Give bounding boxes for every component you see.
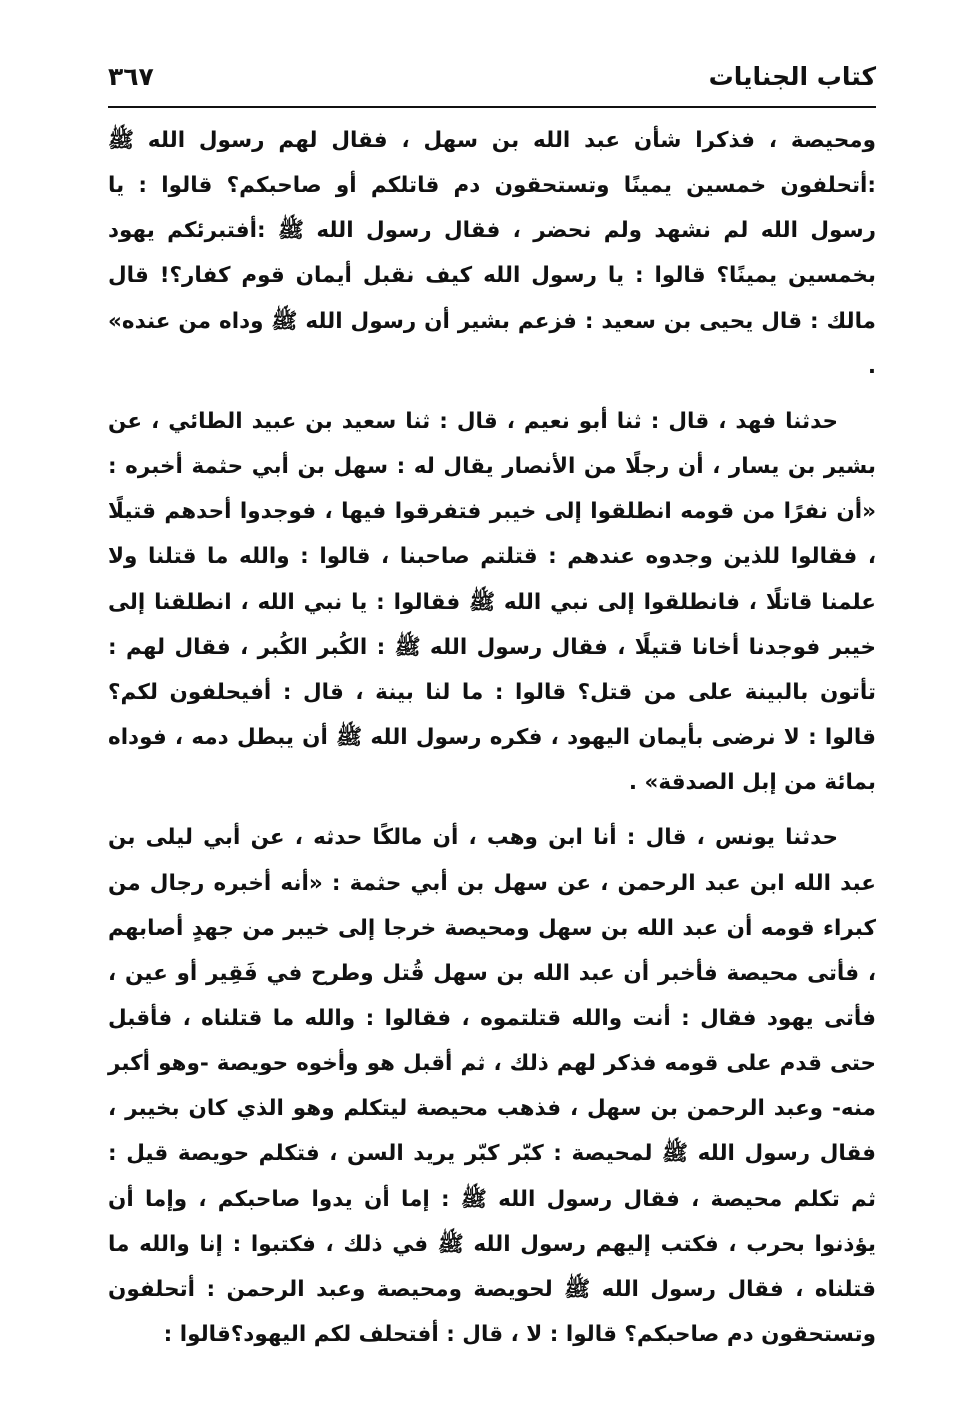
paragraph-3: حدثنا يونس ، قال : أنا ابن وهب ، أن مالكًا حدثه ، عن أبي ليلى بن عبد الله ابن عبد الرحمن ، عن سهل بن أبي حثمة : «أنه أخبره رجال من كبراء قومه أن عبد الله بن سهل ومحيصة خرجا إلى خيبر من جهدٍ أصابهم ، فأتى محيصة فأخبر أن عبد الله بن سهل قُتل وطرح في فَقِير أو عين ، فأتى يهود فقال : أنت والله قتلتموه ، فقالوا : والله ما قتلناه ، فأقبل حتى قدم على قومه فذكر لهم ذلك ، ثم أقبل هو وأخوه حويصة -وهو أكبر منه- وعبد الرحمن بن سهل ، فذهب محيصة ليتكلم وهو الذي كان بخيبر ، فقال رسول الله ﷺ لمحيصة : كبّر كبّر يريد السن ، فتكلم حويصة قيل : ثم تكلم محيصة ، فقال رسول الله ﷺ : إما أن يدوا صاحبكم ، وإما أن يؤذنوا بحرب ، فكتب إليهم رسول الله ﷺ في ذلك ، فكتبوا : إنا والله ما قتلناه ، فقال رسول الله ﷺ لحويصة ومحيصة وعبد الرحمن : أتحلفون وتستحقون دم صاحبكم؟ قالوا : لا ، قال : أفتحلف لكم اليهود؟قالوا : — [108, 825, 876, 1348]
paragraph-2: حدثنا فهد ، قال : ثنا أبو نعيم ، قال : ثنا سعيد بن عبيد الطائي ، عن بشير بن يسار ، أن رجلًا من الأنصار يقال له : سهل بن أبي حثمة أخبره : «أن نفرًا من قومه انطلقوا إلى خيبر فتفرقوا فيها ، فوجدوا أحدهم قتيلًا ، فقالوا للذين وجدوه عندهم : قتلتم صاحبنا ، قالوا : والله ما قتلنا ولا علمنا قاتلًا ، فانطلقوا إلى نبي الله ﷺ فقالوا : يا نبي الله ، انطلقنا إلى خيبر فوجدنا أخانا قتيلًا ، فقال رسول الله ﷺ : الكُبر الكُبر ، فقال لهم : تأتون بالبينة على من قتل؟ قالوا : ما لنا بينة ، قال : أفيحلفون لكم؟ قالوا : لا نرضى بأيمان اليهود ، فكره رسول الله ﷺ أن يبطل دمه ، فوداه بمائة من إبل الصدقة» . — [108, 408, 876, 796]
body-text — [108, 118, 876, 1357]
page-header — [108, 58, 876, 104]
running-title: كتاب الجنايات — [708, 62, 876, 91]
header-rule — [108, 106, 876, 108]
paragraph-1: ومحيصة ، فذكرا شأن عبد الله بن سهل ، فقال لهم رسول الله ﷺ :أتحلفون خمسين يمينًا وتستحقون دم قاتلكم أو صاحبكم؟ قالوا : يا رسول الله لم نشهد ولم نحضر ، فقال رسول الله ﷺ :أفتبرئكم يهود بخمسين يمينًا؟ قالوا : يا رسول الله كيف نقبل أيمان قوم كفار؟! قال مالك : قال يحيى بن سعيد : فزعم بشير أن رسول الله ﷺ وداه من عنده» . — [108, 128, 876, 379]
page-number: ٣٦٧ — [108, 62, 154, 91]
